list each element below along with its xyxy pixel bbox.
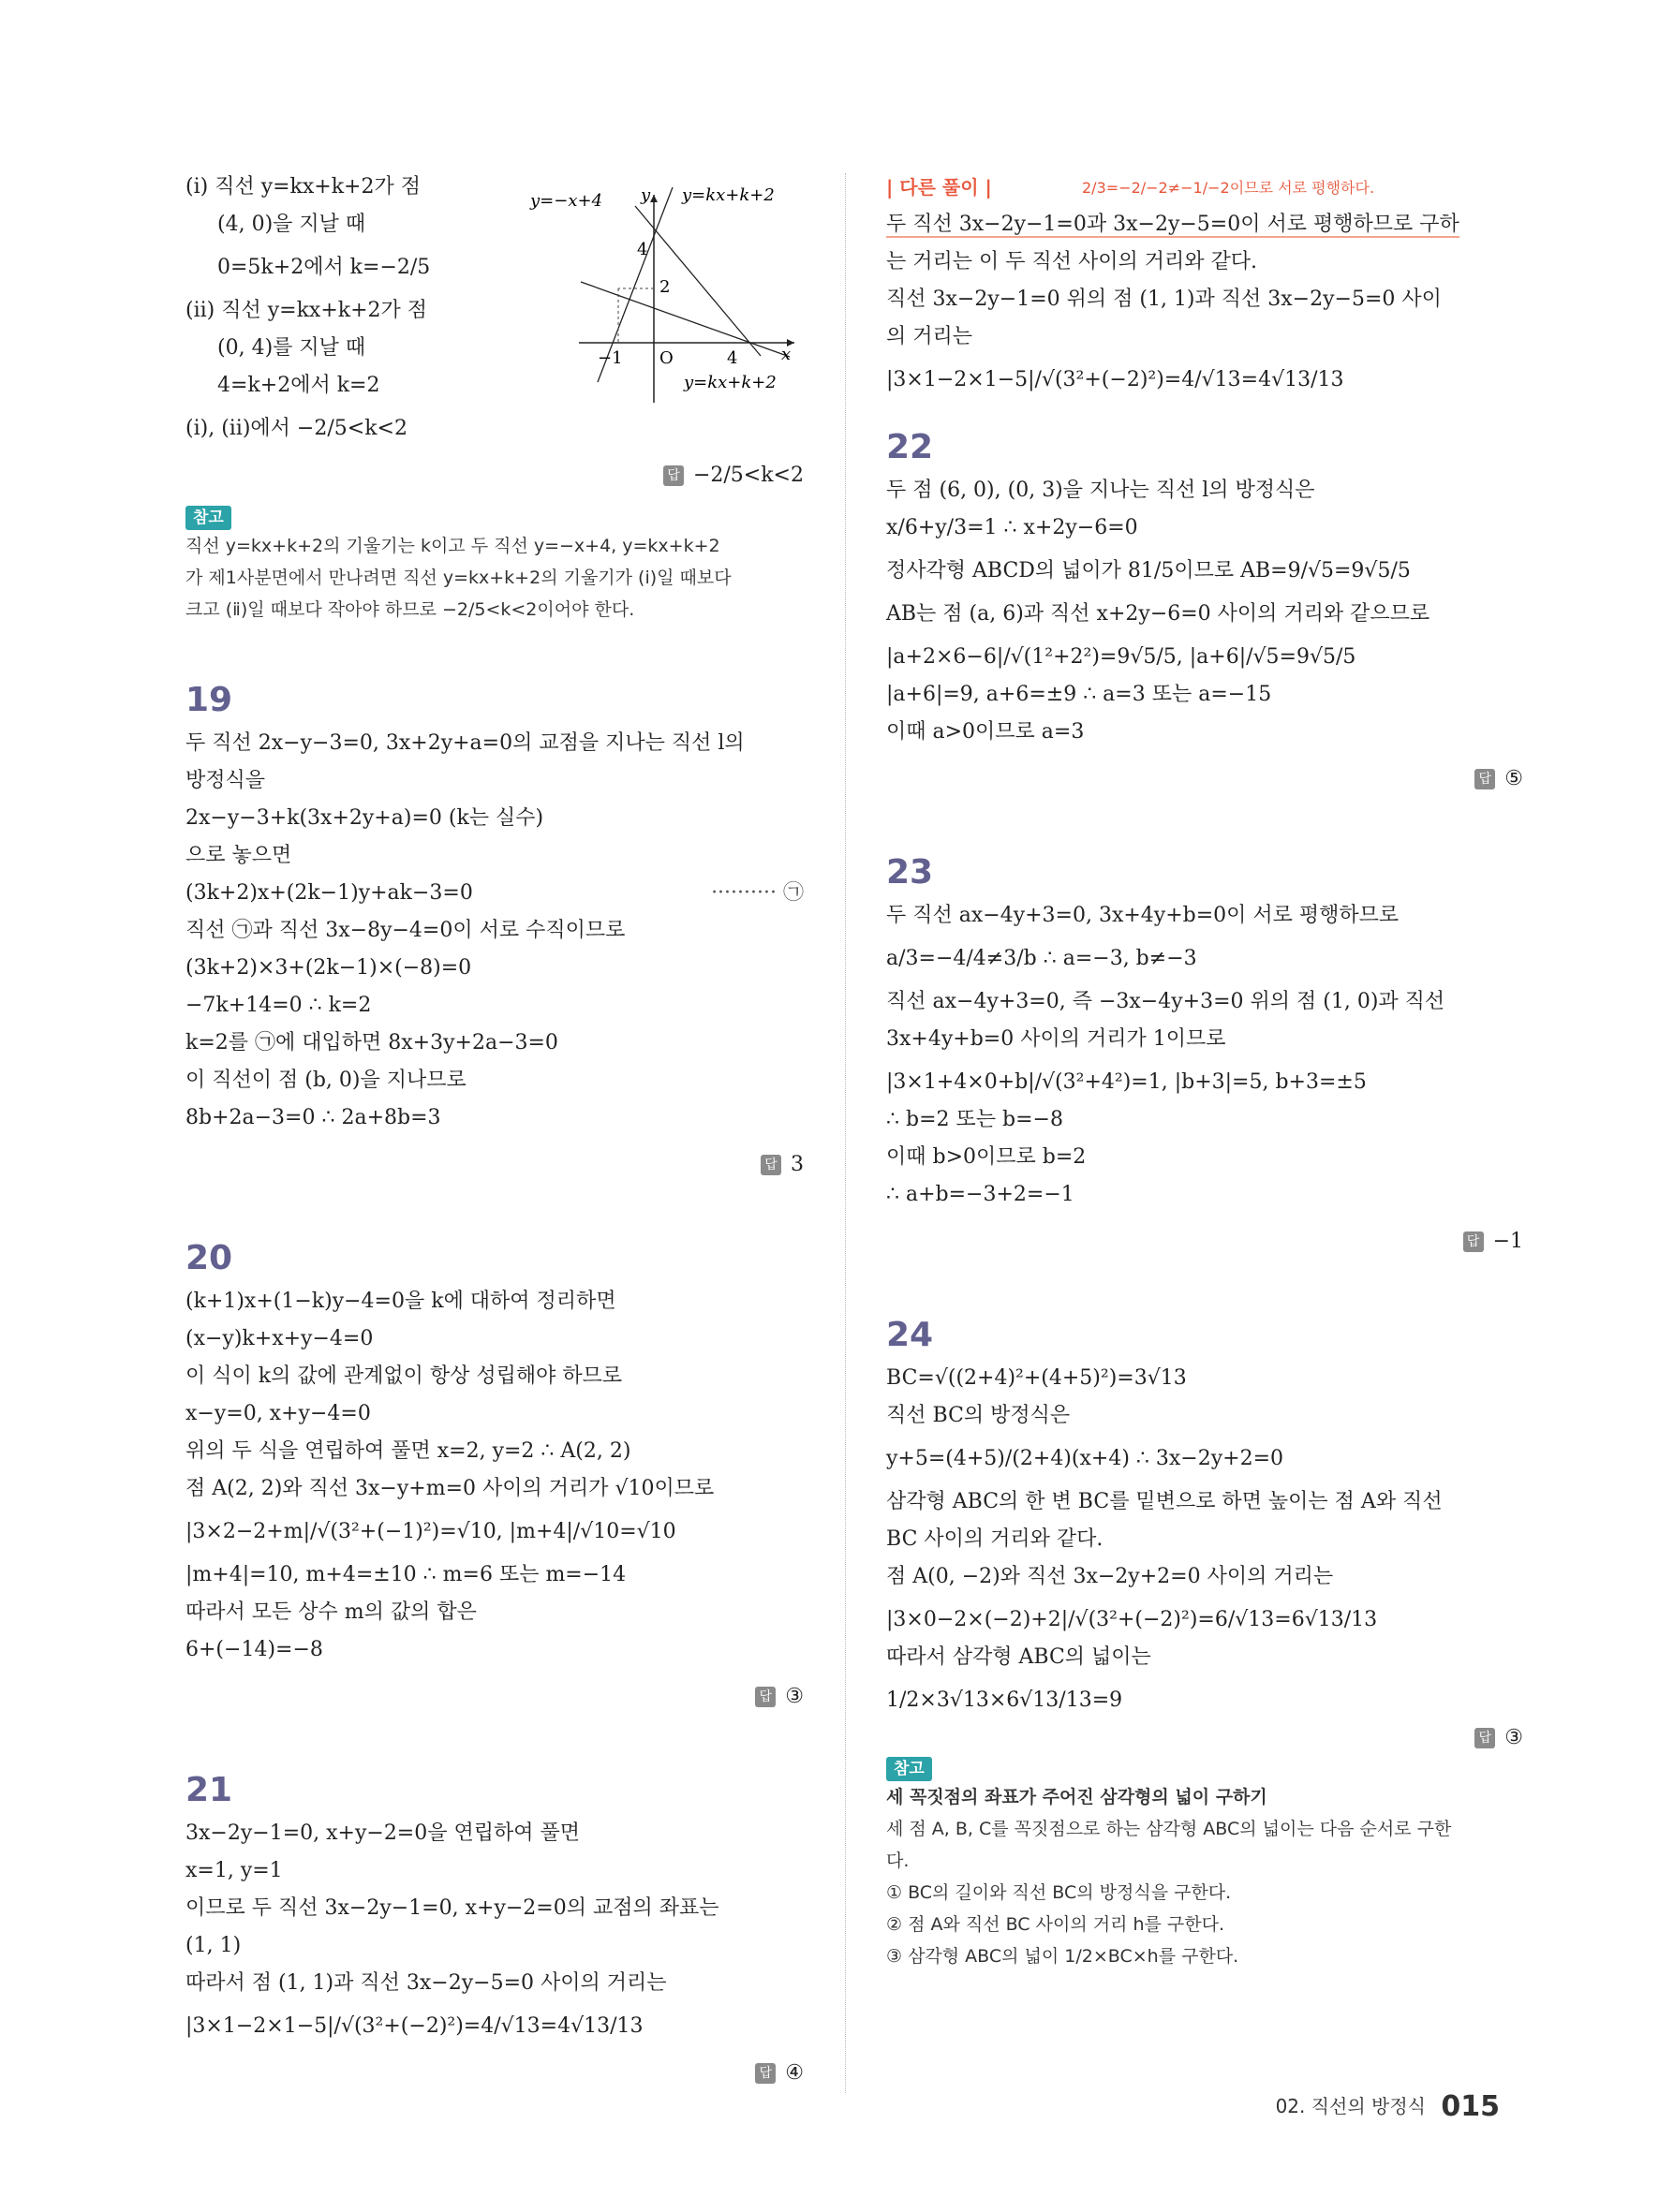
p18-note-line-2: 가 제1사분면에서 만나려면 직선 y=kx+k+2의 기울기가 (ⅰ)일 때보다 bbox=[185, 568, 732, 588]
p22-line-1: 두 점 (6, 0), (0, 3)을 지나는 직선 l의 방정식은 bbox=[886, 479, 1315, 502]
page-footer bbox=[1276, 2090, 1500, 2123]
p24-note-line-1: 세 점 A, B, C를 꼭짓점으로 하는 삼각형 ABC의 넓이는 다음 순서로 구한 bbox=[886, 1819, 1452, 1839]
label-origin: O bbox=[659, 348, 674, 368]
y-axis-arrow bbox=[650, 195, 658, 202]
p19-line-8: −7k+14=0 ∴ k=2 bbox=[185, 994, 372, 1017]
p23-answer-value: −1 bbox=[1492, 1230, 1523, 1253]
p19-line-3: 2x−y−3+k(3x+2y+a)=0 (k는 실수) bbox=[185, 806, 544, 830]
p20-line-5: 위의 두 식을 연립하여 풀면 x=2, y=2 ∴ A(2, 2) bbox=[185, 1439, 631, 1463]
p18-line-3: 0=5k+2에서 k=−2/5 bbox=[217, 256, 431, 279]
p20-line-1: (k+1)x+(1−k)y−4=0을 k에 대하여 정리하면 bbox=[185, 1290, 616, 1313]
answer-icon: 답 bbox=[1474, 769, 1495, 789]
p19-answer bbox=[185, 1146, 804, 1184]
label-x: x bbox=[781, 345, 792, 364]
p22-line-5: |a+2×6−6|/√(1²+2²)=9√5/5, |a+6|/√5=9√5/5 bbox=[886, 645, 1356, 669]
column-divider bbox=[845, 173, 846, 2093]
p23-answer bbox=[886, 1223, 1523, 1261]
p19-line-5 bbox=[185, 875, 804, 912]
p24-note-line-2: 다. bbox=[886, 1851, 910, 1871]
p23-line-8: ∴ a+b=−3+2=−1 bbox=[886, 1183, 1074, 1206]
label-y-4: 4 bbox=[637, 240, 648, 259]
p21-line-6: |3×1−2×1−5|/√(3²+(−2)²)=4/√13=4√13/13 bbox=[185, 2014, 644, 2038]
p21-answer bbox=[185, 2055, 804, 2092]
p23-line-1: 두 직선 ax−4y+3=0, 3x+4y+b=0이 서로 평행하므로 bbox=[886, 904, 1400, 927]
p19-equation-1: (3k+2)x+(2k−1)y+ak−3=0 bbox=[185, 881, 473, 905]
alt-line-3: 직선 3x−2y−1=0 위의 점 (1, 1)과 직선 3x−2y−5=0 사이 bbox=[886, 288, 1442, 311]
p24-answer bbox=[886, 1719, 1523, 1757]
alt-line-2: 는 거리는 이 두 직선 사이의 거리와 같다. bbox=[886, 250, 1257, 273]
label-y: y bbox=[641, 185, 651, 205]
problem-number-20: 20 bbox=[185, 1239, 233, 1277]
page-number: 015 bbox=[1441, 2090, 1500, 2123]
problem-number-22: 22 bbox=[886, 428, 934, 466]
p19-line-4: 으로 놓으면 bbox=[185, 844, 292, 867]
p18-line-1: (ⅰ) 직선 y=kx+k+2가 점 bbox=[185, 175, 421, 199]
p24-line-5: BC 사이의 거리와 같다. bbox=[886, 1527, 1104, 1551]
problem-23-solution bbox=[886, 852, 1523, 1261]
p18-line-6: 4=k+2에서 k=2 bbox=[217, 374, 380, 397]
label-x-4: 4 bbox=[727, 348, 738, 368]
answer-icon: 답 bbox=[755, 1687, 776, 1707]
answer-icon: 답 bbox=[663, 465, 684, 486]
note-tag: 참고 bbox=[886, 1757, 932, 1781]
left-column bbox=[185, 169, 804, 2092]
answer-icon: 답 bbox=[1474, 1728, 1495, 1748]
p22-line-6: |a+6|=9, a+6=±9 ∴ a=3 또는 a=−15 bbox=[886, 683, 1272, 706]
label-x-minus-1: −1 bbox=[598, 348, 623, 368]
p24-line-8: 따라서 삼각형 ABC의 넓이는 bbox=[886, 1645, 1151, 1669]
alt-parallel-annotation: 2/3=−2/−2≠−1/−2이므로 서로 평행하다. bbox=[1082, 179, 1375, 197]
p18-line-2: (4, 0)을 지날 때 bbox=[217, 213, 366, 236]
problem-number-24: 24 bbox=[886, 1316, 934, 1354]
p20-line-4: x−y=0, x+y−4=0 bbox=[185, 1402, 371, 1425]
label-line-1: y=−x+4 bbox=[530, 191, 603, 211]
problem-22-solution bbox=[886, 427, 1523, 798]
p22-line-4: AB는 점 (a, 6)과 직선 x+2y−6=0 사이의 거리와 같으므로 bbox=[886, 602, 1430, 626]
p24-note-line-4: ② 점 A와 직선 BC 사이의 거리 h를 구한다. bbox=[886, 1914, 1224, 1935]
p20-line-8: |m+4|=10, m+4=±10 ∴ m=6 또는 m=−14 bbox=[185, 1563, 627, 1586]
alternative-solution bbox=[886, 169, 1523, 399]
p19-answer-value: 3 bbox=[791, 1153, 804, 1176]
answer-icon: 답 bbox=[755, 2063, 776, 2084]
line-graph bbox=[523, 185, 822, 403]
note-tag: 참고 bbox=[185, 506, 231, 530]
p21-line-3: 이므로 두 직선 3x−2y−1=0, x+y−2=0의 교점의 좌표는 bbox=[185, 1896, 719, 1920]
p22-line-7: 이때 a>0이므로 a=3 bbox=[886, 720, 1085, 744]
p22-answer-value: ⑤ bbox=[1504, 767, 1523, 790]
p22-line-3: 정사각형 ABCD의 넓이가 81/5이므로 AB=9/√5=9√5/5 bbox=[886, 559, 1411, 582]
alt-solution-label: | 다른 풀이 | bbox=[886, 176, 992, 199]
p19-line-9: k=2를 ㉠에 대입하면 8x+3y+2a−3=0 bbox=[185, 1031, 558, 1054]
problem-21-solution bbox=[185, 1770, 804, 2092]
p22-answer bbox=[886, 760, 1523, 798]
p24-line-7: |3×0−2×(−2)+2|/√(3²+(−2)²)=6/√13=6√13/13 bbox=[886, 1608, 1378, 1631]
p24-line-9: 1/2×3√13×6√13/13=9 bbox=[886, 1688, 1123, 1712]
p24-line-1: BC=√((2+4)²+(4+5)²)=3√13 bbox=[886, 1366, 1187, 1390]
p21-line-2: x=1, y=1 bbox=[185, 1859, 283, 1882]
p20-line-3: 이 식이 k의 값에 관계없이 항상 성립해야 하므로 bbox=[185, 1364, 623, 1388]
p23-line-5: |3×1+4×0+b|/√(3²+4²)=1, |b+3|=5, b+3=±5 bbox=[886, 1070, 1367, 1094]
problem-number-23: 23 bbox=[886, 853, 934, 892]
chapter-title: 02. 직선의 방정식 bbox=[1275, 2095, 1427, 2117]
p24-note-line-5: ③ 삼각형 ABC의 넓이 1/2×BC×h를 구한다. bbox=[886, 1946, 1239, 1967]
p24-note-title: 세 꼭짓점의 좌표가 주어진 삼각형의 넓이 구하기 bbox=[886, 1787, 1267, 1807]
problem-20-solution bbox=[185, 1238, 804, 1716]
problem-19-solution bbox=[185, 680, 804, 1184]
p23-line-4: 3x+4y+b=0 사이의 거리가 1이므로 bbox=[886, 1027, 1226, 1051]
p18-answer-value: −2/5<k<2 bbox=[692, 464, 804, 487]
p18-line-7: (ⅰ), (ⅱ)에서 −2/5<k<2 bbox=[185, 417, 407, 440]
p21-answer-value: ④ bbox=[785, 2061, 804, 2085]
p24-line-6: 점 A(0, −2)와 직선 3x−2y+2=0 사이의 거리는 bbox=[886, 1565, 1334, 1588]
p20-line-2: (x−y)k+x+y−4=0 bbox=[185, 1327, 374, 1350]
p19-line-11: 8b+2a−3=0 ∴ 2a+8b=3 bbox=[185, 1106, 441, 1129]
alt-line-5: |3×1−2×1−5|/√(3²+(−2)²)=4/√13=4√13/13 bbox=[886, 368, 1344, 391]
p22-line-2: x/6+y/3=1 ∴ x+2y−6=0 bbox=[886, 516, 1138, 539]
right-column bbox=[886, 169, 1523, 1972]
p20-line-10: 6+(−14)=−8 bbox=[185, 1638, 323, 1661]
p20-line-9: 따라서 모든 상수 m의 값의 합은 bbox=[185, 1600, 477, 1624]
p24-note-line-3: ① BC의 길이와 직선 BC의 방정식을 구한다. bbox=[886, 1882, 1232, 1903]
p19-line-2: 방정식을 bbox=[185, 769, 266, 792]
p23-line-3: 직선 ax−4y+3=0, 즉 −3x−4y+3=0 위의 점 (1, 0)과 직선 bbox=[886, 990, 1445, 1013]
p19-line-10: 이 직선이 점 (b, 0)을 지나므로 bbox=[185, 1069, 467, 1092]
label-line-2: y=kx+k+2 bbox=[682, 185, 775, 205]
p18-note-line-1: 직선 y=kx+k+2의 기울기는 k이고 두 직선 y=−x+4, y=kx+k+2 bbox=[185, 536, 720, 556]
p23-line-7: 이때 b>0이므로 b=2 bbox=[886, 1145, 1087, 1169]
p24-line-3: y+5=(4+5)/(2+4)(x+4) ∴ 3x−2y+2=0 bbox=[886, 1447, 1284, 1470]
problem-number-19: 19 bbox=[185, 681, 233, 719]
problem-number-21: 21 bbox=[185, 1771, 233, 1809]
p20-line-7: |3×2−2+m|/√(3²+(−1)²)=√10, |m+4|/√10=√10 bbox=[185, 1520, 676, 1543]
p21-line-4: (1, 1) bbox=[185, 1934, 242, 1957]
p19-line-6: 직선 ㉠과 직선 3x−8y−4=0이 서로 수직이므로 bbox=[185, 919, 626, 942]
alt-line-1-text: 두 직선 3x−2y−1=0과 3x−2y−5=0이 서로 평행하므로 구하 bbox=[886, 213, 1459, 236]
answer-icon: 답 bbox=[1463, 1231, 1484, 1252]
p24-answer-value: ③ bbox=[1504, 1726, 1523, 1749]
p20-line-6: 점 A(2, 2)와 직선 3x−y+m=0 사이의 거리가 √10이므로 bbox=[185, 1477, 715, 1500]
p18-answer bbox=[185, 457, 804, 494]
problem-24-solution bbox=[886, 1315, 1523, 1972]
alt-line-1 bbox=[886, 206, 1523, 243]
p23-line-2: a/3=−4/4≠3/b ∴ a=−3, b≠−3 bbox=[886, 947, 1197, 970]
p20-answer bbox=[185, 1678, 804, 1716]
p24-line-2: 직선 BC의 방정식은 bbox=[886, 1404, 1071, 1427]
p18-note-line-3: 크고 (ⅱ)일 때보다 작아야 하므로 −2/5<k<2이어야 한다. bbox=[185, 599, 635, 620]
alt-line-4: 의 거리는 bbox=[886, 325, 973, 348]
p23-line-6: ∴ b=2 또는 b=−8 bbox=[886, 1108, 1063, 1131]
label-y-2: 2 bbox=[659, 277, 671, 297]
p18-line-4: (ⅱ) 직선 y=kx+k+2가 점 bbox=[185, 299, 428, 322]
p20-answer-value: ③ bbox=[785, 1685, 804, 1708]
label-line-3: y=kx+k+2 bbox=[684, 373, 777, 392]
p19-line-7: (3k+2)×3+(2k−1)×(−8)=0 bbox=[185, 956, 472, 980]
p18-line-5: (0, 4)를 지날 때 bbox=[217, 336, 366, 360]
equation-mark: ·········· ㉠ bbox=[711, 881, 804, 905]
p21-line-5: 따라서 점 (1, 1)과 직선 3x−2y−5=0 사이의 거리는 bbox=[185, 1971, 667, 1995]
p21-line-1: 3x−2y−1=0, x+y−2=0을 연립하여 풀면 bbox=[185, 1821, 580, 1845]
answer-icon: 답 bbox=[761, 1155, 781, 1175]
p24-line-4: 삼각형 ABC의 한 변 BC를 밑변으로 하면 높이는 점 A와 직선 bbox=[886, 1490, 1443, 1513]
p19-line-1: 두 직선 2x−y−3=0, 3x+2y+a=0의 교점을 지나는 직선 l의 bbox=[185, 731, 745, 755]
